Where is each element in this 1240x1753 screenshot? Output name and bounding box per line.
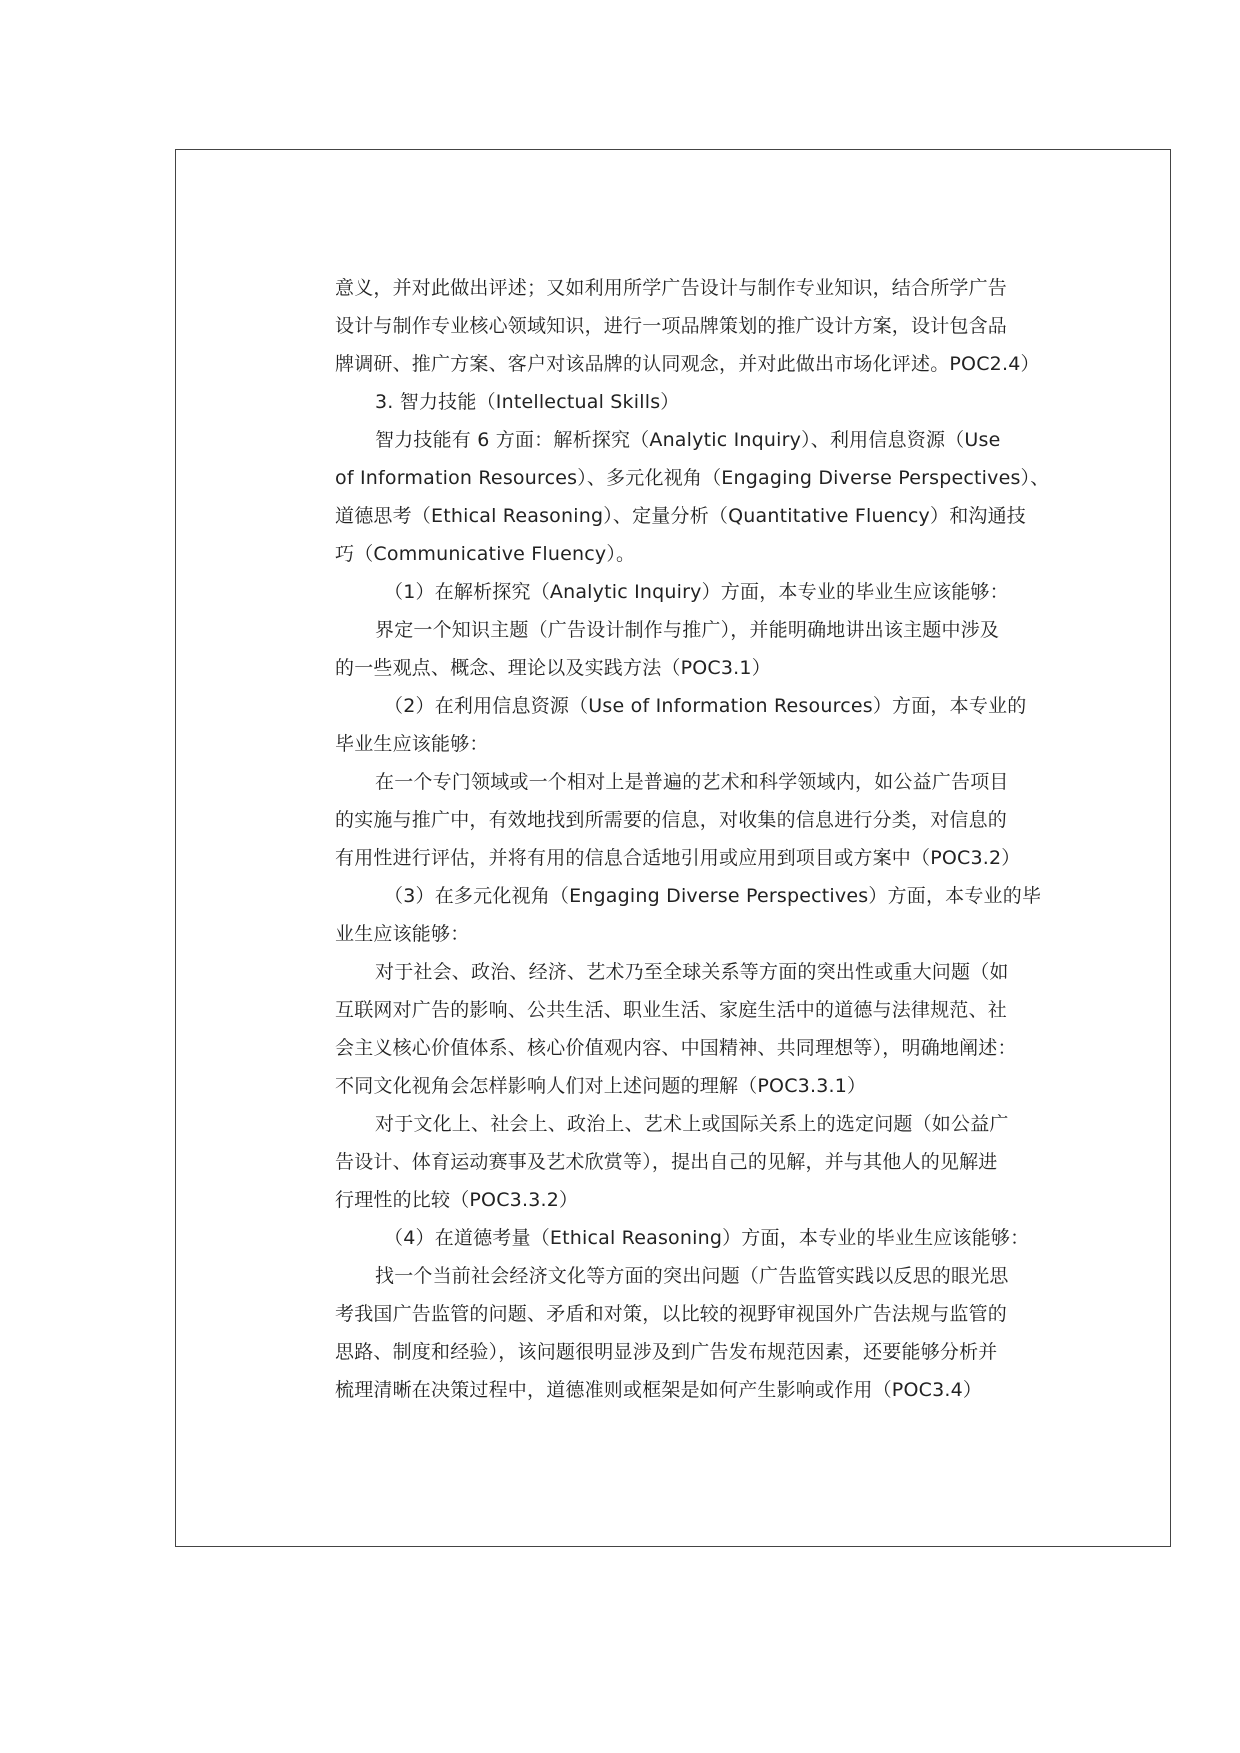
paragraph-line: 互联网对广告的影响、公共生活、职业生活、家庭生活中的道德与法律规范、社 <box>335 999 1008 1021</box>
paragraph-line: 毕业生应该能够： <box>335 733 489 755</box>
paragraph-line: 行理性的比较（POC3.3.2） <box>335 1189 579 1211</box>
paragraph-line: 找一个当前社会经济文化等方面的突出问题（广告监管实践以反思的眼光思 <box>375 1265 1009 1287</box>
paragraph-line: 对于文化上、社会上、政治上、艺术上或国际关系上的选定问题（如公益广 <box>375 1113 1009 1135</box>
subsection-heading-3: （3）在多元化视角（Engaging Diverse Perspectives）方面，本专业的毕 <box>384 885 1042 907</box>
paragraph-line: 考我国广告监管的问题、矛盾和对策，以比较的视野审视国外广告法规与监管的 <box>335 1303 1008 1325</box>
document-body <box>335 269 1050 1409</box>
subsection-heading-4: （4）在道德考量（Ethical Reasoning）方面，本专业的毕业生应该能够： <box>384 1227 1030 1249</box>
paragraph-line: 牌调研、推广方案、客户对该品牌的认同观念，并对此做出市场化评述。POC2.4） <box>335 353 1040 375</box>
paragraph-line: 有用性进行评估，并将有用的信息合适地引用或应用到项目或方案中（POC3.2） <box>335 847 1021 869</box>
paragraph-line: 在一个专门领域或一个相对上是普遍的艺术和科学领域内，如公益广告项目 <box>375 771 1009 793</box>
paragraph-line: 意义，并对此做出评述；又如利用所学广告设计与制作专业知识，结合所学广告 <box>335 277 1008 299</box>
paragraph-line: 的一些观点、概念、理论以及实践方法（POC3.1） <box>335 657 771 679</box>
section-heading-intellectual-skills: 3. 智力技能（Intellectual Skills） <box>375 391 680 413</box>
paragraph-line: 不同文化视角会怎样影响人们对上述问题的理解（POC3.3.1） <box>335 1075 867 1097</box>
paragraph-line: 智力技能有 6 方面：解析探究（Analytic Inquiry）、利用信息资源（Use <box>375 429 1001 451</box>
paragraph-line: 会主义核心价值体系、核心价值观内容、中国精神、共同理想等），明确地阐述： <box>335 1037 1017 1059</box>
paragraph-line: of Information Resources）、多元化视角（Engaging Diverse Perspectives）、 <box>335 467 1050 489</box>
paragraph-line: 告设计、体育运动赛事及艺术欣赏等），提出自己的见解，并与其他人的见解进 <box>335 1151 998 1173</box>
subsection-heading-1: （1）在解析探究（Analytic Inquiry）方面，本专业的毕业生应该能够： <box>384 581 1009 603</box>
paragraph-line: 设计与制作专业核心领域知识，进行一项品牌策划的推广设计方案，设计包含品 <box>335 315 1008 337</box>
paragraph-line: 业生应该能够： <box>335 923 470 945</box>
paragraph-line: 思路、制度和经验），该问题很明显涉及到广告发布规范因素，还要能够分析并 <box>335 1341 998 1363</box>
subsection-heading-2: （2）在利用信息资源（Use of Information Resources）方面，本专业的 <box>384 695 1027 717</box>
paragraph-line: 界定一个知识主题（广告设计制作与推广），并能明确地讲出该主题中涉及 <box>375 619 1000 641</box>
paragraph-line: 对于社会、政治、经济、艺术乃至全球关系等方面的突出性或重大问题（如 <box>375 961 1009 983</box>
paragraph-line: 梳理清晰在决策过程中，道德准则或框架是如何产生影响或作用（POC3.4） <box>335 1379 983 1401</box>
paragraph-line: 的实施与推广中，有效地找到所需要的信息，对收集的信息进行分类，对信息的 <box>335 809 1008 831</box>
paragraph-line: 道德思考（Ethical Reasoning）、定量分析（Quantitative Fluency）和沟通技 <box>335 505 1026 527</box>
paragraph-line: 巧（Communicative Fluency）。 <box>335 543 636 565</box>
